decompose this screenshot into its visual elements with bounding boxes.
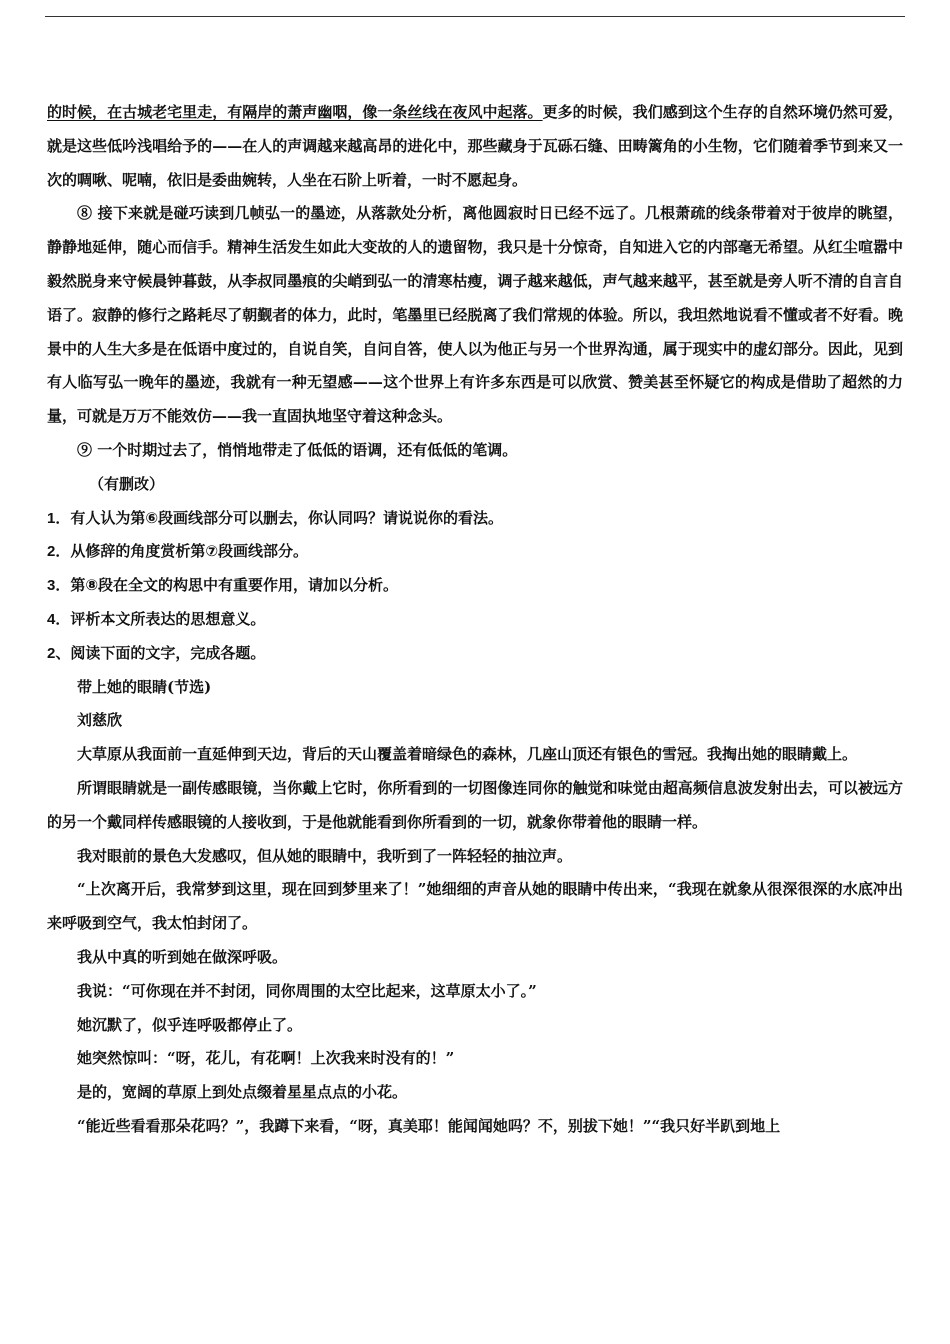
edit-note: （有删改） [89,474,165,493]
paragraph-7-rest: 更多的时候，我们感到这个生存的自然环境仍然可爱，就是这些低吟浅唱给予的——在人的声调越来越高昂的进化中，那些藏身于瓦砾石缝、田畴篱角的小生物，它们随着季节到来又一次的啁啾、呢喃，依旧是委曲婉转，人坐在石阶上听着，一时不愿起身。 [47,103,903,189]
story-title: 带上她的眼睛(节选) [77,677,212,696]
story-paragraph: 我对眼前的景色大发感叹，但从她的眼睛中，我听到了一阵轻轻的抽泣声。 [77,846,573,865]
paragraph-8: ⑧ 接下来就是碰巧读到几帧弘一的墨迹，从落款处分析，离他圆寂时日已经不远了。几根萧疏的线条带着对于彼岸的眺望，静静地延伸，随心而信手。精神生活发生如此大变故的人的遗留物，我只是十分惊奇，自知进入它的内部毫无希望。从红尘喧嚣中毅然脱身来守候晨钟暮鼓，从李叔同墨痕的尖峭到弘一的清寒枯瘦，调子越来越低，声气越来越平，甚至就是旁人听不清的自言自语了。寂静的修行之路耗尽了朝觐者的体力，此时，笔墨里已经脱离了我们常规的体验。所以，我坦然地说看不懂或者不好看。晚景中的人生大多是在低语中度过的，自说自笑，自问自答，使人以为他正与另一个世界沟通，属于现实中的虚幻部分。因此，见到有人临写弘一晚年的墨迹，我就有一种无望感——这个世界上有许多东西是可以欣赏、赞美甚至怀疑它的构成是借助了超然的力量，可就是万万不能效仿——我一直固执地坚守着这种念头。 [47,204,903,426]
story-paragraph: 她沉默了，似乎连呼吸都停止了。 [77,1015,303,1034]
story-paragraph: 我从中真的听到她在做深呼吸。 [77,947,288,966]
underlined-passage: 的时候，在古城老宅里走，有隔岸的萧声幽咽，像一条丝线在夜风中起落。 [47,103,543,121]
question-4: 4．评析本文所表达的思想意义。 [47,610,266,628]
story-paragraph: 是的，宽阔的草原上到处点缀着星星点点的小花。 [77,1083,408,1102]
story-paragraph: 她突然惊叫：“呀，花儿，有花啊！上次我来时没有的！” [77,1049,455,1068]
section-2-heading: 2、阅读下面的文字，完成各题。 [47,644,266,662]
story-paragraph: 我说：“可你现在并不封闭，同你周围的太空比起来，这草原太小了。” [77,981,537,1000]
story-paragraph: “能近些看看那朵花吗？”，我蹲下来看，“呀，真美耶！能闻闻她吗？不，别拔下她！”“我只好半趴到地上 [77,1116,781,1135]
paragraph-9: ⑨ 一个时期过去了，悄悄地带走了低低的语调，还有低低的笔调。 [77,440,518,459]
paragraph-7 [47,96,903,197]
question-2: 2．从修辞的角度赏析第⑦段画线部分。 [47,543,309,561]
document-body [47,96,903,1144]
story-author: 刘慈欣 [77,711,123,730]
story-paragraph: 大草原从我面前一直延伸到天边，背后的天山覆盖着暗绿色的森林，几座山顶还有银色的雪冠。我掏出她的眼睛戴上。 [77,745,858,764]
header-rule [45,16,905,17]
question-1: 1．有人认为第⑥段画线部分可以删去，你认同吗？请说说你的看法。 [47,509,504,527]
story-paragraph: 所谓眼睛就是一副传感眼镜，当你戴上它时，你所看到的一切图像连同你的触觉和味觉由超高频信息波发射出去，可以被远方的另一个戴同样传感眼镜的人接收到，于是他就能看到你所看到的一切，就象你带着他的眼睛一样。 [47,778,903,831]
question-3: 3．第⑧段在全文的构思中有重要作用，请加以分析。 [47,577,399,595]
story-paragraph: “上次离开后，我常梦到这里，现在回到梦里来了！”她细细的声音从她的眼睛中传出来，“我现在就象从很深很深的水底冲出来呼吸到空气，我太怕封闭了。 [47,880,903,933]
